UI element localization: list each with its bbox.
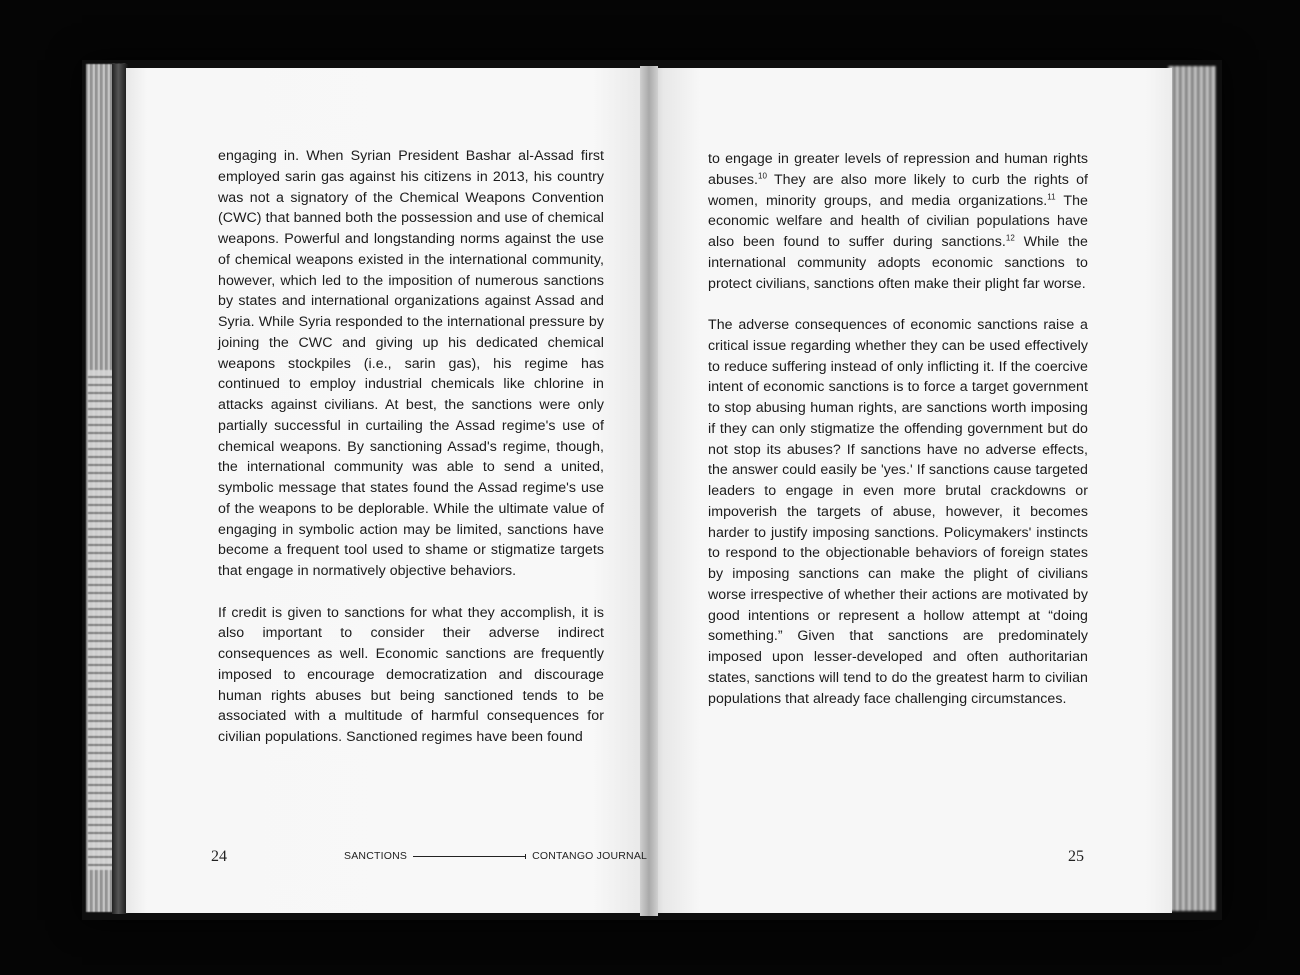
right-paragraph-1-part-b: They are also more likely to curb the rights of women, minority groups, and media organizations. bbox=[708, 171, 1088, 209]
running-footer-rule bbox=[413, 856, 526, 857]
footnote-ref-12: 12 bbox=[1005, 233, 1015, 243]
running-footer bbox=[344, 850, 647, 862]
running-footer-left: SANCTIONS bbox=[344, 850, 408, 862]
running-footer-right: CONTANGO JOURNAL bbox=[532, 850, 648, 862]
book-gutter bbox=[640, 66, 658, 916]
left-paragraph-1: engaging in. When Syrian President Bashar al-Assad first employed sarin gas against his citizens in 2013, his country was not a signatory of the Chemical Weapons Convention (CWC) that banned both the possession and use of chemical weapons. Powerful and longstanding norms against the use of chemical weapons existed in the international community, however, which led to the imposition of numerous sanctions by states and international organizations against Assad and Syria. While Syria responded to the international pressure by joining the CWC and giving up his dedicated chemical weapons stockpiles (i.e., sarin gas), his regime has continued to employ industrial chemicals like chlorine in attacks against civilians. At best, the sanctions were only partially successful in curtailing the Assad regime's use of chemical weapons. By sanctioning Assad's regime, though, the international community was able to send a united, symbolic message that states found the Assad regime's use of the weapons to be deplorable. While the ultimate value of engaging in symbolic action may be limited, sanctions have become a frequent tool used to shame or stigmatize targets that engage in normatively objective behaviors. bbox=[218, 148, 604, 579]
right-paragraph-1-part-a: to engage in greater levels of repression and human rights abuses. bbox=[708, 151, 1088, 188]
left-page-body bbox=[218, 146, 604, 748]
right-page-body bbox=[708, 149, 1088, 709]
left-paragraph-2: If credit is given to sanctions for what they accomplish, it is also important to consider their adverse indirect consequences as well. Economic sanctions are frequently imposed to encourage democratization and discourage human rights abuses but being sanctioned tends to be associated with a multitude of harmful consequences for civilian populations. Sanctioned regimes have been found bbox=[218, 604, 604, 745]
right-paragraph-1 bbox=[708, 149, 1088, 294]
footnote-ref-10: 10 bbox=[758, 171, 768, 181]
right-paragraph-2: The adverse consequences of economic sanctions raise a critical issue regarding whether they can be used effectively to reduce suffering instead of only inflicting it. If the coercive intent of economic sanctions is to force a target government to stop abusing human rights, are sanctions worth imposing if they can only stigmatize the offending government but do not stop its abuses? If sanctions have no adverse effects, the answer could easily be 'yes.' If sanctions cause targeted leaders to engage in even more brutal crackdowns or impoverish the targets of abuse, however, it becomes harder to justify imposing sanctions. Policymakers' instincts to respond to the objectionable behaviors of foreign states by imposing sanctions can make the plight of civilians worse irrespective of whether their actions are motivated by good intentions or represent a hollow attempt at “doing something.” Given that sanctions are predominately imposed upon lesser-developed and often authoritarian states, sanctions will tend to do the greatest harm to civilian populations that already face challenging circumstances. bbox=[708, 317, 1088, 707]
footnote-ref-11: 11 bbox=[1047, 191, 1056, 201]
page-number-right: 25 bbox=[1068, 848, 1084, 865]
right-paragraph-1-part-c: The economic welfare and health of civilian populations have also been found to suffer during sanctions. bbox=[708, 192, 1088, 250]
page-number-left: 24 bbox=[211, 848, 227, 865]
right-page-edges bbox=[1168, 66, 1216, 911]
right-paragraph-1-part-d: While the international community adopts economic sanctions to protect civilians, sanctions often make their plight far worse. bbox=[708, 234, 1088, 292]
